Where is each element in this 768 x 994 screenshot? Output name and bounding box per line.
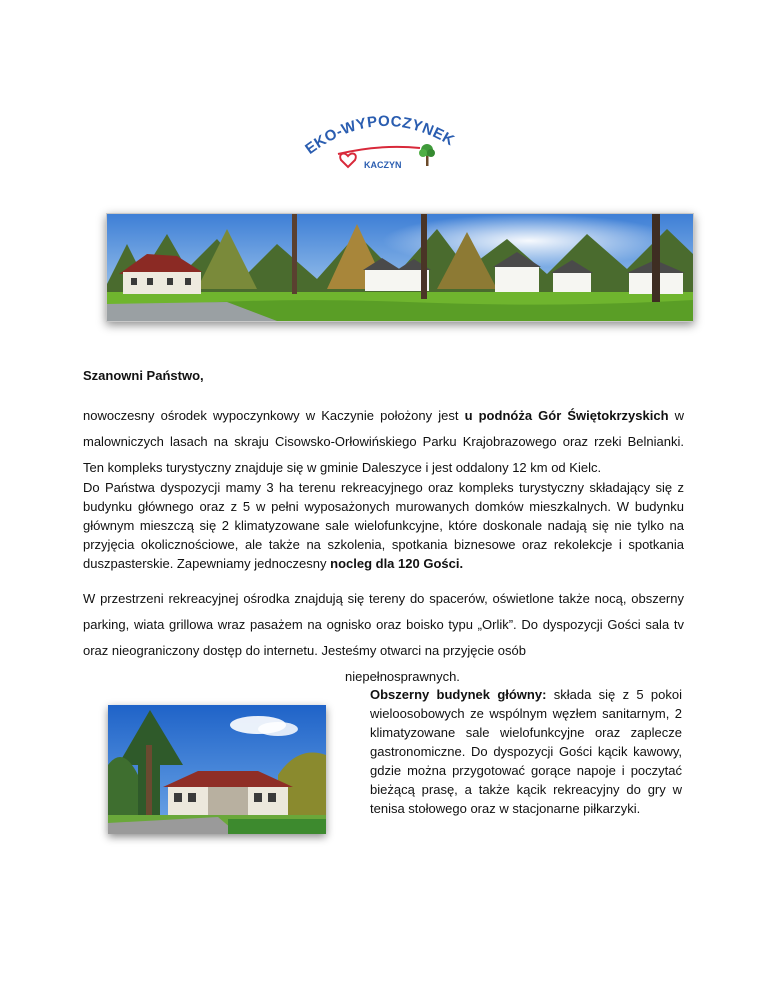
greeting-heading: Szanowni Państwo, xyxy=(83,368,204,383)
logo-arc-text: EKO-WYPOCZYNEK xyxy=(302,112,458,158)
main-building-paragraph xyxy=(370,685,682,818)
facilities-paragraph xyxy=(83,478,684,573)
facilities-capacity-bold: nocleg dla 120 Gości. xyxy=(330,556,464,571)
intro-text-1: nowoczesny ośrodek wypoczynkowy w Kaczynie położony jest xyxy=(83,408,465,423)
intro-paragraph xyxy=(83,403,684,481)
main-building-heading-bold: Obszerny budynek główny: xyxy=(370,687,547,702)
heart-icon xyxy=(340,153,356,167)
main-building-photo xyxy=(108,705,326,834)
main-building-text: składa się z 5 pokoi wieloosobowych ze wspólnym węzłem sanitarnym, 2 klimatyzowane sale wielofunkcyjne oraz zaplecze gastronomiczne. Do dyspozycji Gości kącik kawowy, gdzie można przygotować gorące napoje i poczytać bieżącą prasę, a także kącik rekreacyjny do gry w tenisa stołowego oraz w stacjonarne piłkarzyki. xyxy=(370,687,682,816)
tree-icon xyxy=(419,144,435,166)
resort-logo xyxy=(300,104,465,180)
intro-text-2: w malowniczych lasach na skraju Cisowsko-Orłowińskiego Parku Krajobrazowego oraz rzeki Belnianki. Ten kompleks turystyczny znajduje się w gminie Daleszyce i jest oddalony 12 km od Kielc. xyxy=(83,408,685,475)
resort-panorama-photo xyxy=(106,213,694,322)
logo-sub-text: KACZYN xyxy=(364,160,402,170)
recreation-paragraph xyxy=(83,586,684,690)
recreation-last-line: niepełnosprawnych. xyxy=(345,669,460,684)
recreation-text: W przestrzeni rekreacyjnej ośrodka znajdują się tereny do spacerów, oświetlone także nocą, obszerny parking, wiata grillowa wraz pasażem na ognisko oraz boisko typu „Orlik”. Do dyspozycji Gości sala tv oraz nieograniczony dostęp do internetu. Jesteśmy otwarci na przyjęcie osób xyxy=(83,591,684,658)
facilities-text: Do Państwa dyspozycji mamy 3 ha terenu rekreacyjnego oraz kompleks turystyczny składający się z budynku głównego oraz z 5 w pełni wyposażonych murowanych domków mieszkalnych. W budynku głównym mieszczą się 2 klimatyzowane sale wielofunkcyjne, które doskonale nadają się nie tylko na przyjęcia okolicznościowe, ale także na szkolenia, spotkania biznesowe oraz rekolekcje i spotkania duszpasterskie. Zapewniamy jednoczesny xyxy=(83,480,684,571)
intro-location-bold: u podnóża Gór Świętokrzyskich xyxy=(464,408,669,423)
